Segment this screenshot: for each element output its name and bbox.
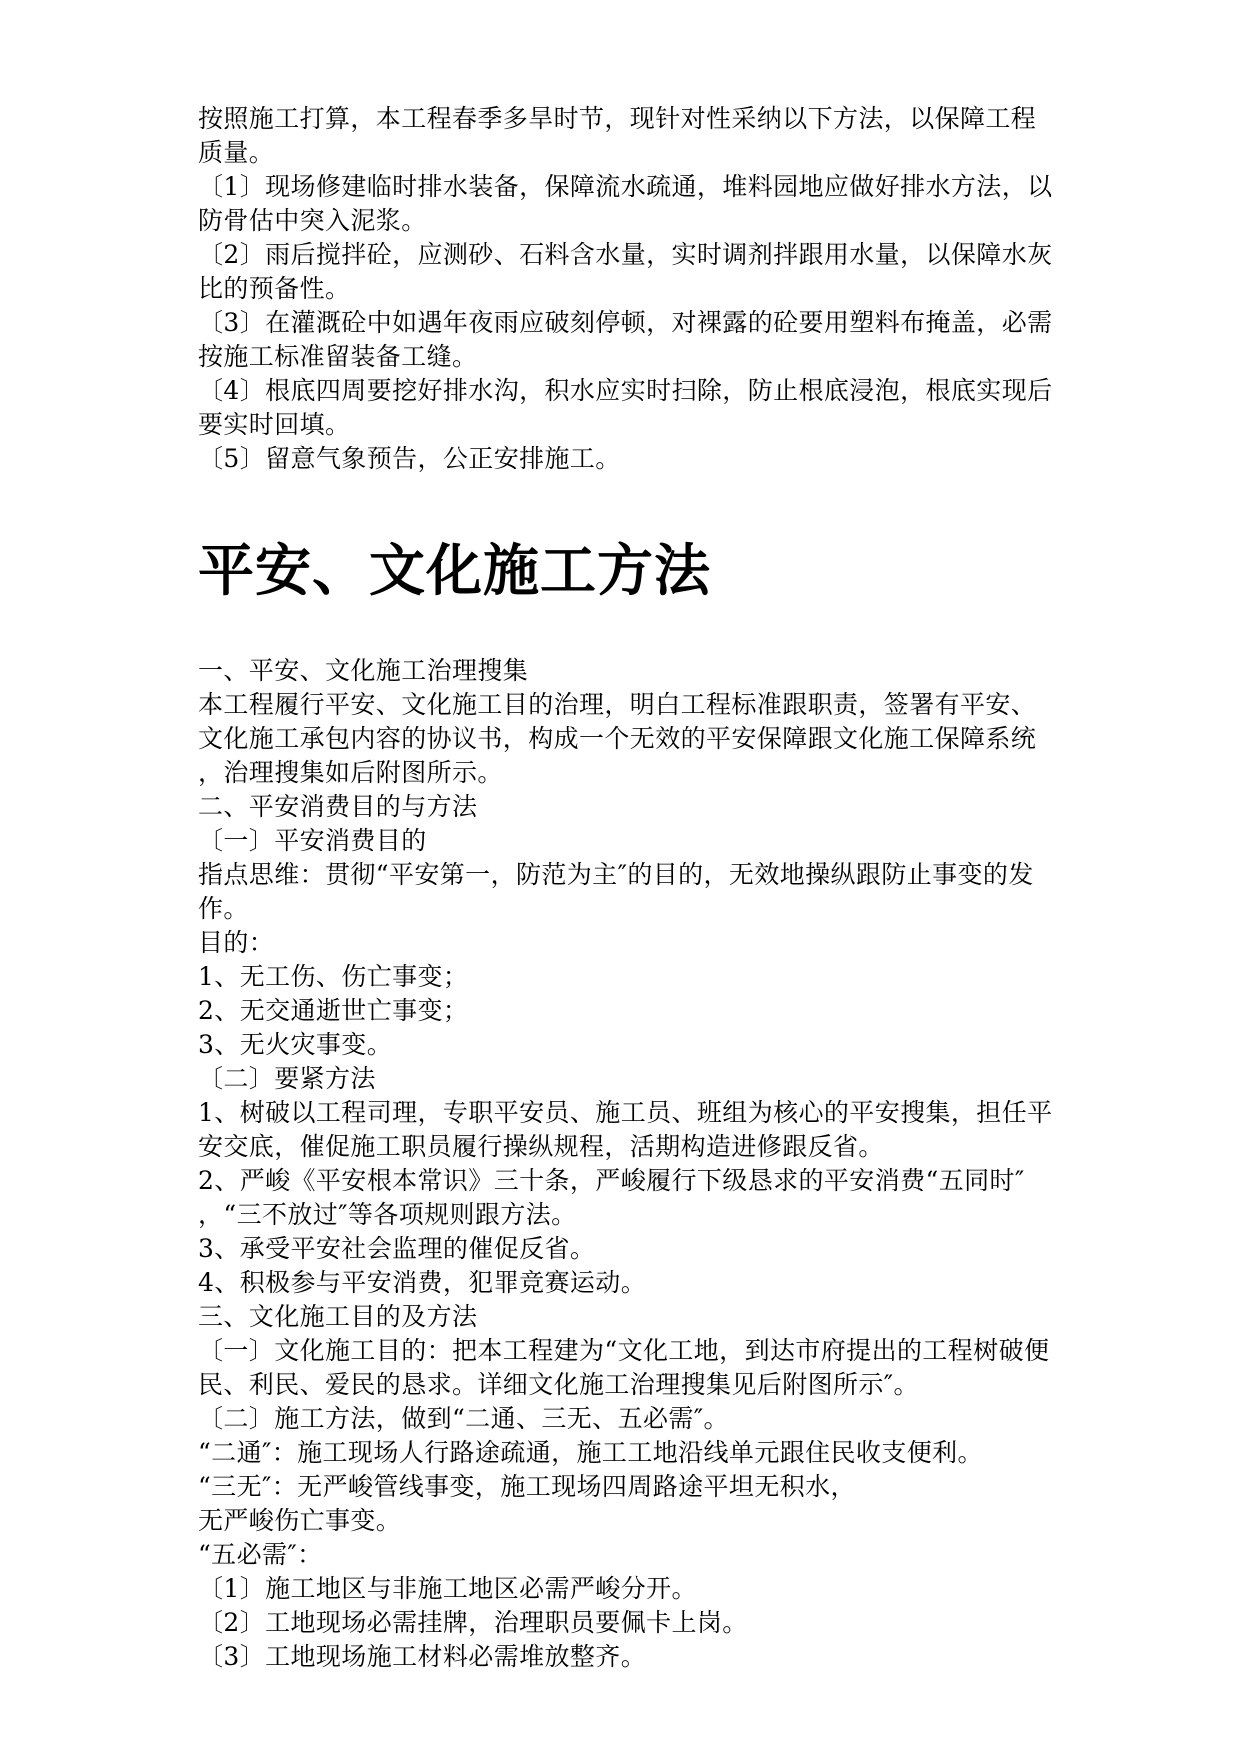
intro-line: 〔4〕根底四周要挖好排水沟，积水应实时扫除，防止根底浸泡，根底实现后: [198, 376, 1053, 405]
intro-section: [198, 103, 1053, 474]
intro-line: 质量。: [198, 138, 275, 167]
body-line: “五必需″：: [198, 1540, 323, 1569]
intro-line: 〔2〕雨后搅拌砼，应测砂、石料含水量，实时调剂拌跟用水量，以保障水灰: [198, 240, 1053, 269]
section-title: 平安、文化施工方法: [198, 538, 711, 604]
intro-line: 〔1〕现场修建临时排水装备，保障流水疏通，堆料园地应做好排水方法，以: [198, 172, 1053, 201]
intro-line: 比的预备性。: [198, 274, 351, 303]
body-line: 1、树破以工程司理，专职平安员、施工员、班组为核心的平安搜集，担任平: [198, 1098, 1053, 1127]
body-line: 二、平安消费目的与方法: [198, 792, 478, 821]
body-line: 作。: [198, 894, 249, 923]
body-line: 安交底，催促施工职员履行操纵规程，活期构造进修跟反省。: [198, 1132, 884, 1161]
body-line: 一、平安、文化施工治理搜集: [198, 656, 529, 685]
body-line: 3、承受平安社会监理的催促反省。: [198, 1234, 596, 1263]
body-line: 3、无火灾事变。: [198, 1030, 393, 1059]
intro-line: 按照施工打算，本工程春季多旱时节，现针对性采纳以下方法，以保障工程: [198, 104, 1037, 133]
body-line: ，治理搜集如后附图所示。: [198, 758, 503, 787]
body-line: 〔二〕要紧方法: [198, 1064, 376, 1093]
intro-line: 〔3〕在灌溉砼中如遇年夜雨应破刻停顿，对裸露的砼要用塑料布掩盖，必需: [198, 308, 1053, 337]
body-line: 1、无工伤、伤亡事变；: [198, 962, 469, 991]
intro-line: 〔5〕留意气象预告，公正安排施工。: [198, 444, 621, 473]
body-line: 〔3〕工地现场施工材料必需堆放整齐。: [198, 1642, 647, 1671]
body-line: “二通″：施工现场人行路途疏通，施工工地沿线单元跟住民收支便利。: [198, 1438, 983, 1467]
body-line: 目的：: [198, 928, 275, 957]
body-line: 民、利民、爱民的恳求。详细文化施工治理搜集见后附图所示″。: [198, 1370, 919, 1399]
body-line: 〔一〕平安消费目的: [198, 826, 427, 855]
body-line: 三、文化施工目的及方法: [198, 1302, 478, 1331]
body-line: 〔1〕施工地区与非施工地区必需严峻分开。: [198, 1574, 697, 1603]
body-line: 2、无交通逝世亡事变；: [198, 996, 469, 1025]
body-section: [198, 655, 1053, 1672]
section-spacer: [198, 477, 1048, 539]
body-line: 4、积极参与平安消费，犯罪竞赛运动。: [198, 1268, 647, 1297]
intro-line: 要实时回填。: [198, 410, 351, 439]
body-line: “三无″：无严峻管线事变，施工现场四周路途平坦无积水，: [198, 1472, 856, 1501]
intro-line: 防骨估中突入泥浆。: [198, 206, 427, 235]
body-line: ，“三不放过″等各项规则跟方法。: [198, 1200, 577, 1229]
body-line: 文化施工承包内容的协议书，构成一个无效的平安保障跟文化施工保障系统: [198, 724, 1037, 753]
body-line: 〔二〕施工方法，做到“二通、三无、五必需″。: [198, 1404, 729, 1433]
body-line: 〔一〕文化施工目的：把本工程建为“文化工地，到达市府提出的工程树破便: [198, 1336, 1050, 1365]
intro-line: 按施工标准留装备工缝。: [198, 342, 478, 371]
body-line: 本工程履行平安、文化施工目的治理，明白工程标准跟职责，签署有平安、: [198, 690, 1037, 719]
body-line: 〔2〕工地现场必需挂牌，治理职员要佩卡上岗。: [198, 1608, 748, 1637]
body-line: 2、严峻《平安根本常识》三十条，严峻履行下级恳求的平安消费“五同时″: [198, 1166, 1025, 1195]
body-line: 指点思维：贯彻“平安第一，防范为主″的目的，无效地操纵跟防止事变的发: [198, 860, 1034, 889]
body-line: 无严峻伤亡事变。: [198, 1506, 402, 1535]
page-content: [198, 103, 1053, 1675]
